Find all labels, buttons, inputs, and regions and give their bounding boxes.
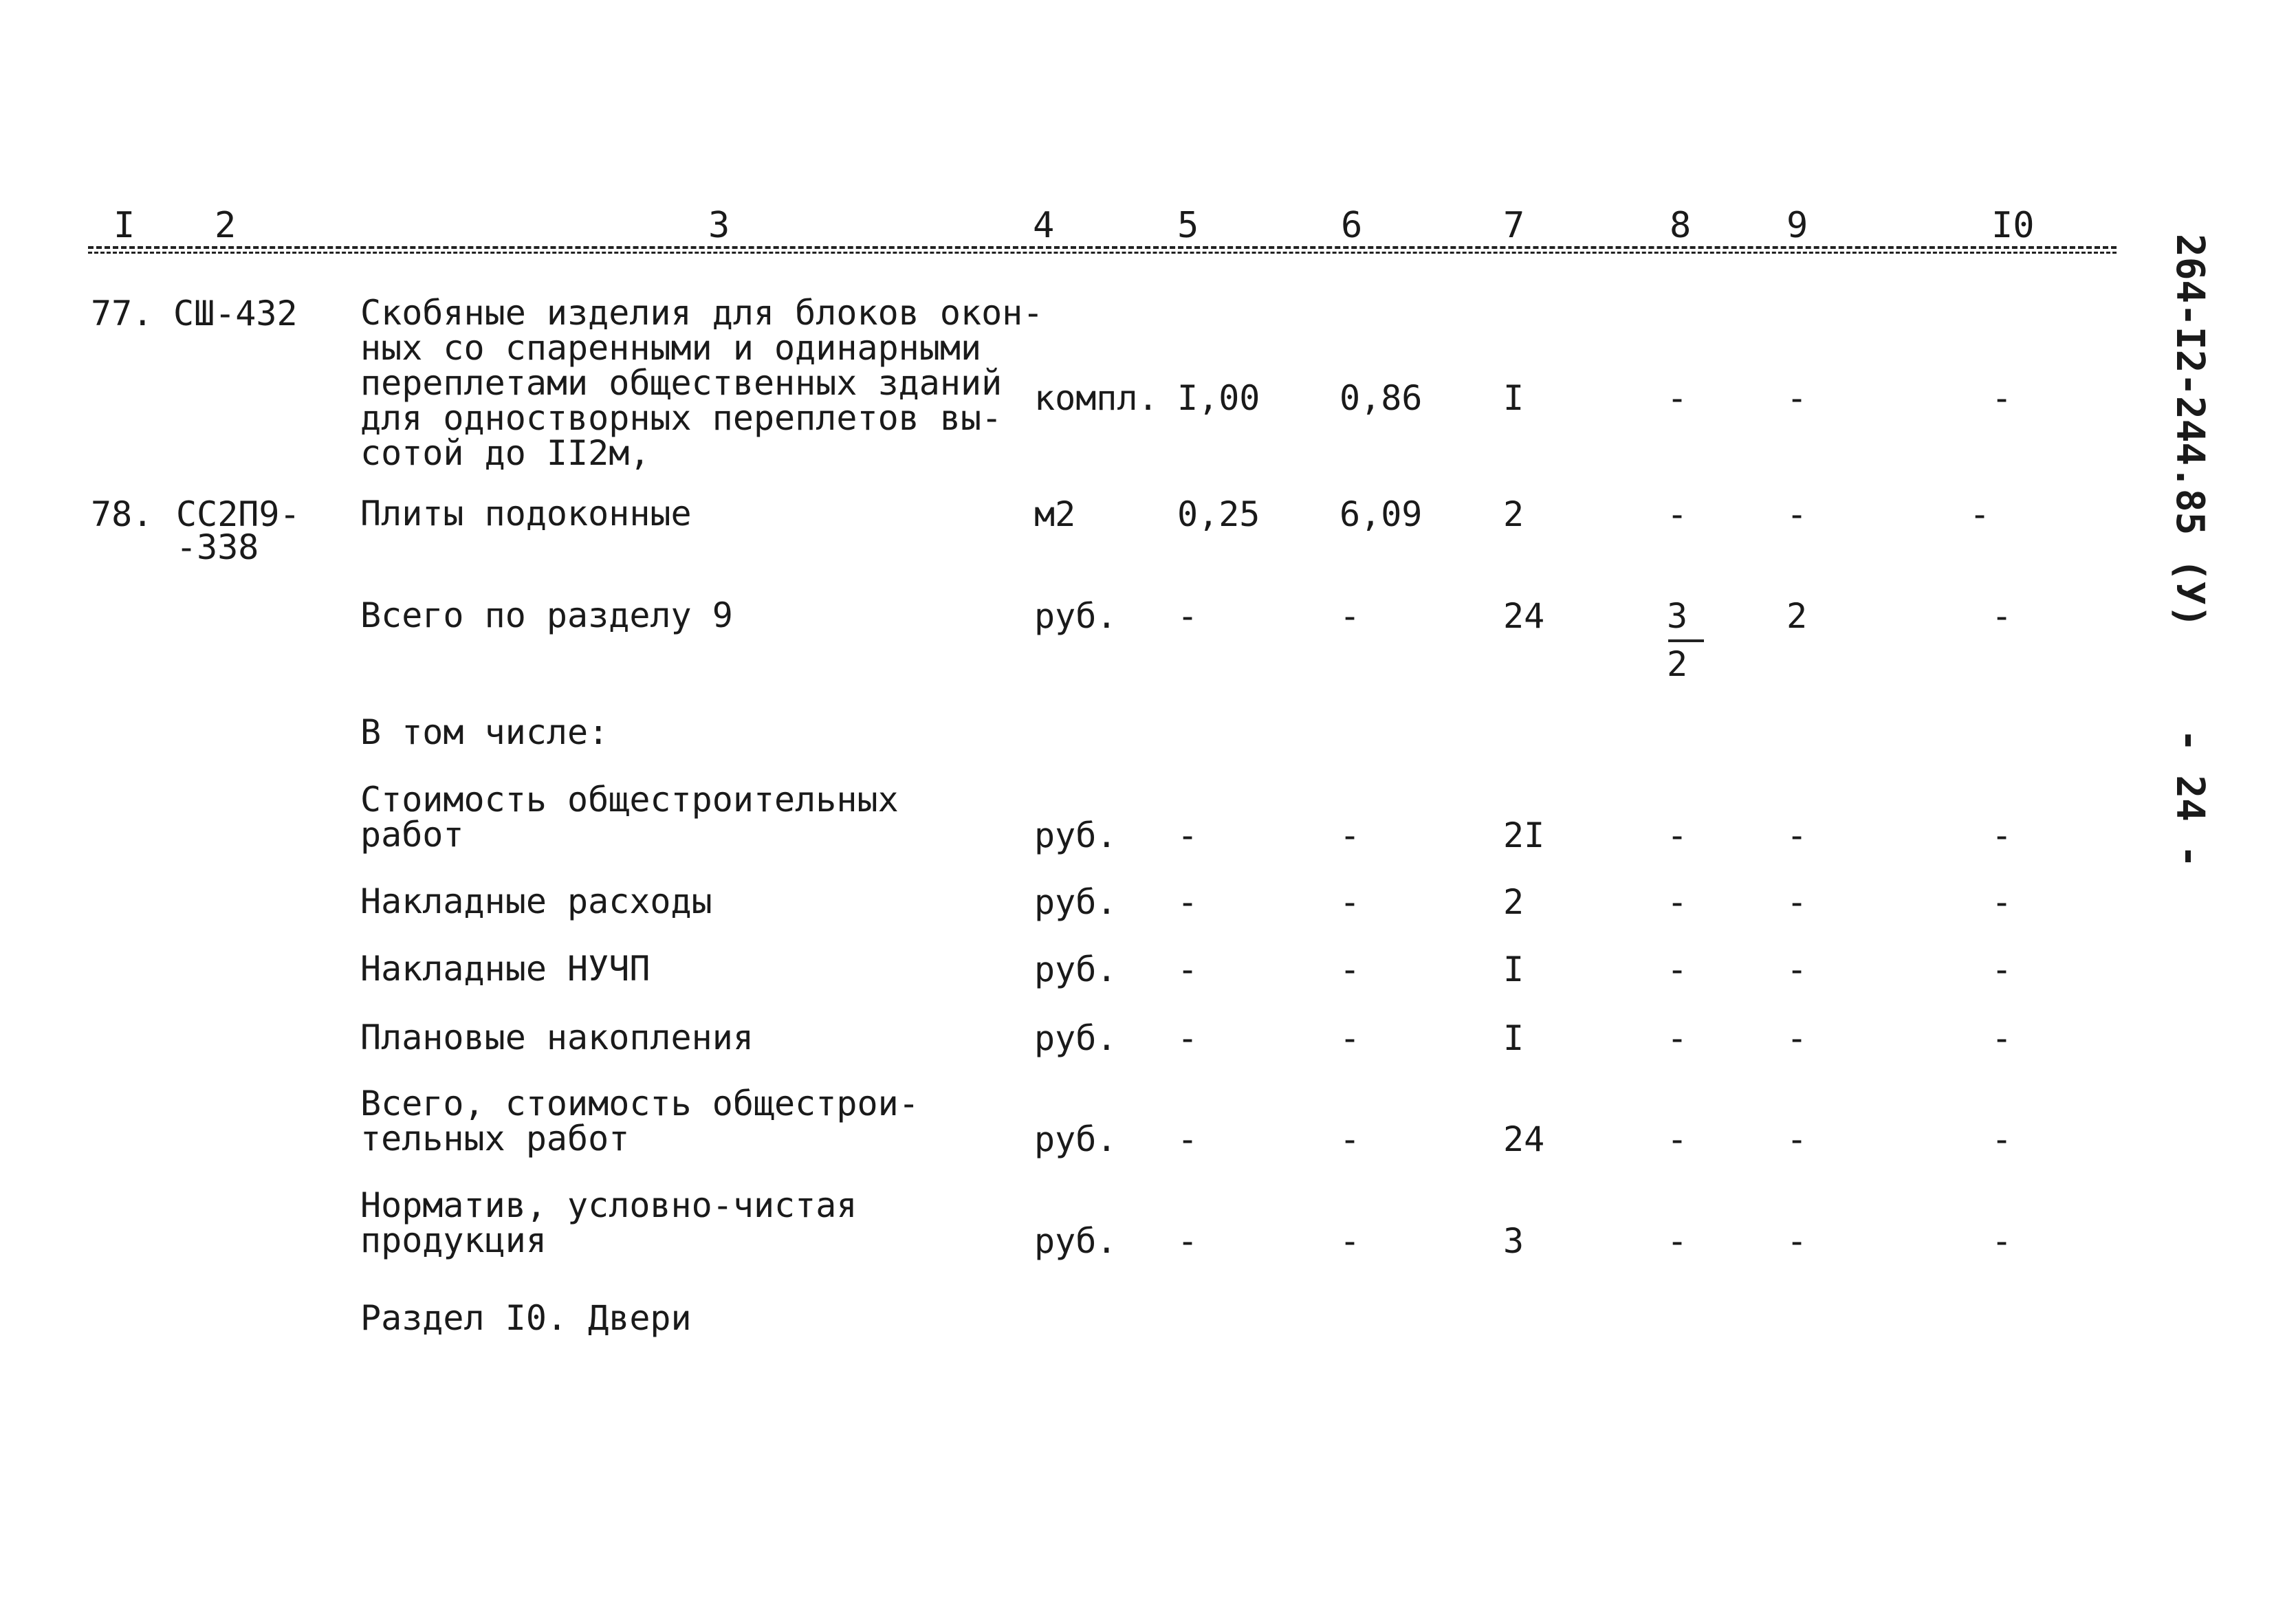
section-total-col9: 2	[1786, 596, 1808, 636]
column-header-1: I	[113, 205, 135, 246]
column-header-7: 7	[1503, 205, 1525, 246]
document-code: 264-I2-244.85 (У)	[2167, 234, 2212, 628]
breakdown-6-col5: -	[1177, 1221, 1199, 1261]
breakdown-3-col7: I	[1503, 950, 1524, 989]
breakdown-5-col8: -	[1667, 1119, 1688, 1159]
including-label: В том числе:	[360, 712, 609, 752]
breakdown-4-unit: руб.	[1034, 1018, 1117, 1058]
breakdown-2-col7: 2	[1503, 882, 1524, 922]
row-78-number: 78.	[91, 494, 153, 534]
row-77-desc-line-5: сотой до II2м,	[360, 433, 651, 473]
breakdown-3-col6: -	[1340, 950, 1361, 989]
breakdown-1-col6: -	[1340, 815, 1361, 855]
breakdown-4-col6: -	[1340, 1018, 1361, 1058]
row-78-col6: 6,09	[1340, 494, 1423, 534]
breakdown-5-label-line-1: Всего, стоимость общестрои-	[360, 1084, 919, 1123]
breakdown-3-col9: -	[1786, 950, 1808, 989]
section-total-col6: -	[1340, 596, 1361, 636]
section-total-col10: -	[1991, 596, 2013, 636]
row-78-col7: 2	[1503, 494, 1524, 534]
breakdown-4-col8: -	[1667, 1018, 1688, 1058]
row-77-desc-line-3: переплетами общественных зданий	[360, 363, 1003, 403]
breakdown-5-col5: -	[1177, 1119, 1199, 1159]
row-77-desc-line-1: Скобяные изделия для блоков окон-	[360, 293, 1044, 333]
section-total-col7: 24	[1503, 596, 1545, 636]
section-total-fraction-bar	[1668, 639, 1704, 642]
section-total-unit: руб.	[1034, 596, 1117, 636]
column-header-4: 4	[1033, 205, 1055, 246]
row-78-col5: 0,25	[1177, 494, 1260, 534]
breakdown-6-unit: руб.	[1034, 1221, 1117, 1261]
breakdown-3-col5: -	[1177, 950, 1199, 989]
breakdown-4-col10: -	[1991, 1018, 2013, 1058]
breakdown-6-label-line-2: продукция	[360, 1220, 547, 1260]
column-header-6: 6	[1341, 205, 1363, 246]
breakdown-6-col7: 3	[1503, 1221, 1524, 1261]
breakdown-2-label: Накладные расходы	[360, 881, 712, 921]
row-78-col8: -	[1667, 494, 1688, 534]
row-77-desc-line-4: для одностворных переплетов вы-	[360, 398, 1003, 438]
breakdown-6-col9: -	[1786, 1221, 1808, 1261]
column-header-10: I0	[1991, 205, 2035, 246]
row-77-code: СШ-432	[173, 294, 298, 333]
breakdown-4-col5: -	[1177, 1018, 1199, 1058]
breakdown-5-col10: -	[1991, 1119, 2013, 1159]
breakdown-5-col9: -	[1786, 1119, 1808, 1159]
breakdown-2-unit: руб.	[1034, 882, 1117, 922]
row-77-unit: компл.	[1034, 378, 1159, 418]
breakdown-2-col5: -	[1177, 882, 1199, 922]
breakdown-2-col6: -	[1340, 882, 1361, 922]
breakdown-5-col6: -	[1340, 1119, 1361, 1159]
row-77-col5: I,00	[1177, 378, 1260, 418]
section-10-title: Раздел I0. Двери	[360, 1298, 692, 1338]
breakdown-6-col8: -	[1667, 1221, 1688, 1261]
section-total-label: Всего по разделу 9	[360, 595, 733, 635]
breakdown-4-col9: -	[1786, 1018, 1808, 1058]
row-78-desc: Плиты подоконные	[360, 494, 692, 534]
row-78-col10: -	[1969, 494, 1991, 534]
breakdown-5-unit: руб.	[1034, 1119, 1117, 1159]
row-78-code-line-2: -338	[176, 527, 259, 567]
column-header-8: 8	[1670, 205, 1692, 246]
breakdown-1-col8: -	[1667, 815, 1688, 855]
header-rule-secondary	[88, 252, 2117, 254]
breakdown-4-label: Плановые накопления	[360, 1018, 754, 1057]
row-77-desc-line-2: ных со спаренными и одинарными	[360, 328, 982, 368]
breakdown-1-label-line-1: Стоимость общестроительных	[360, 780, 899, 820]
row-78-col9: -	[1786, 494, 1808, 534]
breakdown-1-col9: -	[1786, 815, 1808, 855]
row-77-col10: -	[1991, 378, 2013, 418]
header-rule	[88, 246, 2117, 249]
section-total-col8-numerator: 3	[1667, 596, 1688, 636]
column-header-9: 9	[1786, 205, 1808, 246]
breakdown-6-col6: -	[1340, 1221, 1361, 1261]
row-77-col6: 0,86	[1340, 378, 1423, 418]
page-number: - 24 -	[2167, 729, 2212, 868]
breakdown-3-col8: -	[1667, 950, 1688, 989]
column-header-5: 5	[1177, 205, 1199, 246]
breakdown-1-unit: руб.	[1034, 815, 1117, 855]
breakdown-2-col8: -	[1667, 882, 1688, 922]
row-77-col9: -	[1786, 378, 1808, 418]
breakdown-5-label-line-2: тельных работ	[360, 1119, 630, 1159]
breakdown-6-label-line-1: Норматив, условно-чистая	[360, 1185, 857, 1225]
breakdown-1-col10: -	[1991, 815, 2013, 855]
row-77-col8: -	[1667, 378, 1688, 418]
breakdown-2-col9: -	[1786, 882, 1808, 922]
row-78-code-line-1: СС2П9-	[176, 494, 300, 534]
breakdown-3-unit: руб.	[1034, 950, 1117, 989]
row-77-col7: I	[1503, 378, 1524, 418]
breakdown-5-col7: 24	[1503, 1119, 1545, 1159]
column-header-2: 2	[215, 205, 237, 246]
section-total-col8-denominator: 2	[1667, 644, 1688, 684]
row-77-number: 77.	[91, 294, 153, 333]
breakdown-2-col10: -	[1991, 882, 2013, 922]
column-header-3: 3	[708, 205, 730, 246]
breakdown-4-col7: I	[1503, 1018, 1524, 1058]
breakdown-3-label: Накладные НУЧП	[360, 949, 651, 989]
breakdown-1-col7: 2I	[1503, 815, 1545, 855]
breakdown-1-col5: -	[1177, 815, 1199, 855]
row-78-unit: м2	[1034, 494, 1076, 534]
breakdown-1-label-line-2: работ	[360, 815, 464, 855]
section-total-col5: -	[1177, 596, 1199, 636]
breakdown-6-col10: -	[1991, 1221, 2013, 1261]
breakdown-3-col10: -	[1991, 950, 2013, 989]
